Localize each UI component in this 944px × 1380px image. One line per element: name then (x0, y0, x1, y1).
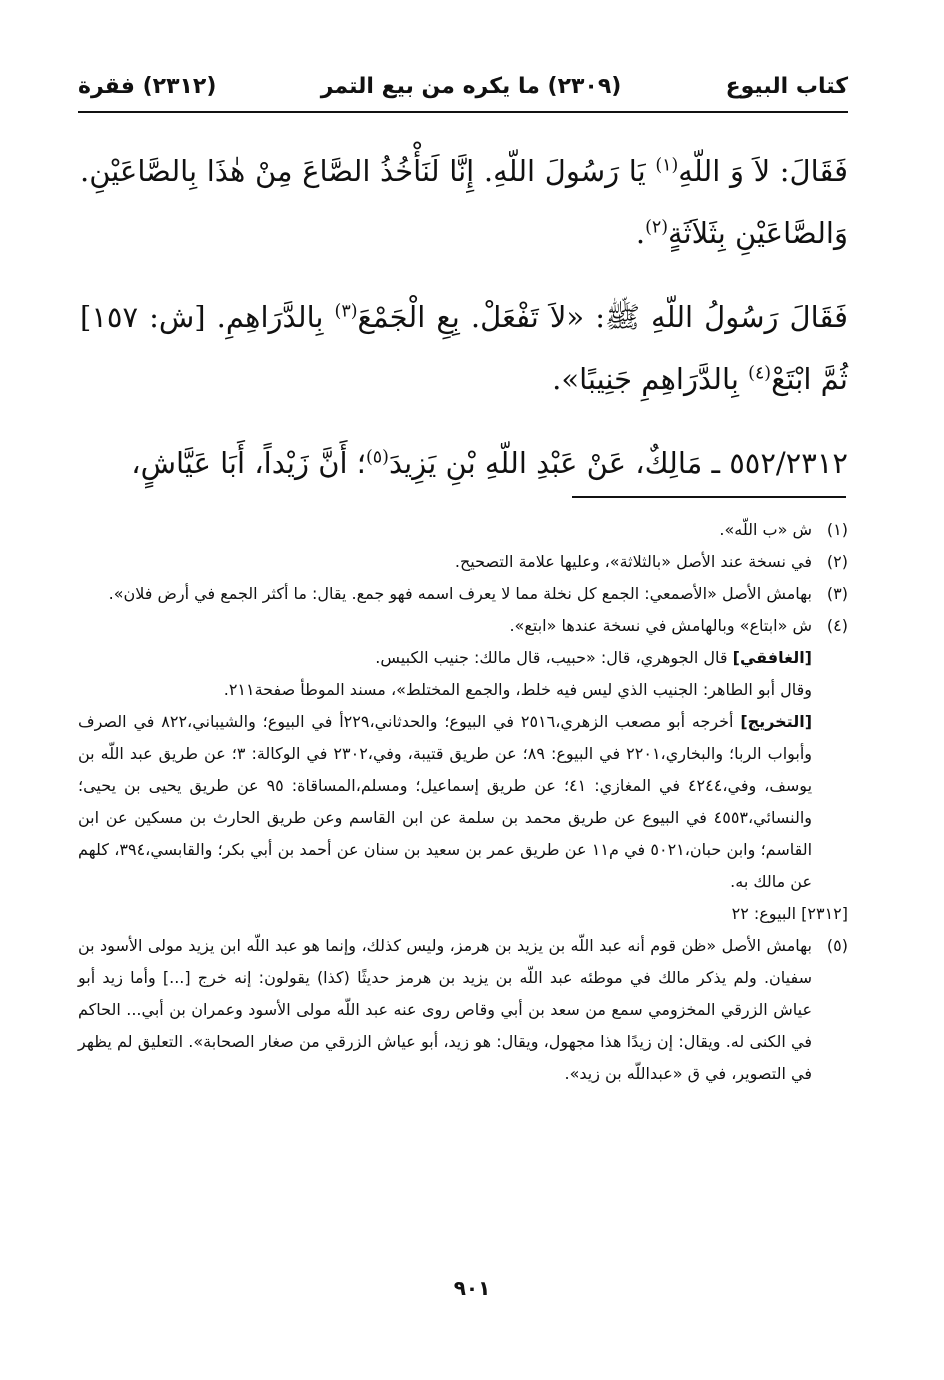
header-divider (78, 111, 848, 113)
running-header (78, 66, 848, 106)
header-chapter-title: (٢٣٠٩) ما يكره من بيع التمر (320, 73, 622, 99)
footnote-1 (78, 514, 848, 546)
footnote-2 (78, 546, 848, 578)
footnote-number: (٤) (826, 616, 848, 635)
footnote-number: (٣) (826, 584, 848, 603)
footnote-ref-2[interactable]: (٢) (645, 217, 669, 238)
footnote-ref-3[interactable]: (٣) (334, 301, 358, 322)
ghafiqi-tag: [الغافقي] (732, 648, 812, 667)
cross-reference: [٢٣١٢] البيوع: ٢٢ (731, 904, 848, 923)
footnote-text: ش «ب اللّه». (719, 520, 812, 539)
footnote-text: بهامش الأصل «ظن قوم أنه عبد اللّه بن يزيد بن هرمز، وليس كذلك، وإنما هو عبد اللّه ابن يزيد مولى الأسود بن سفيان. ولم يذكر مالك في موطئه عبد اللّه بن يزيد بن هرمز حديثًا (كذا) يقولون: إنه خرج [...] وأما زيد أبو عياش الزرقي المخزومي سمع من سعد بن أبي وقاص روى عنه عبد اللّه مولى الأسود وعمران بن أبي... الحاكم في الكنى له. ويقال: إن زيدًا هذا مجهول، ويقال: هو زيد، أبو عياش الزرقي من صغار الصحابة». التعليق لم يظهر في التصوير، في ق «عبداللّه بن زيد». (78, 936, 812, 1083)
footnote-text: بهامش الأصل «الأصمعي: الجمع كل نخلة مما لا يعرف اسمه فهو جمع. يقال: ما أكثر الجمع في أرض فلان». (108, 584, 812, 603)
footnote-divider (572, 496, 846, 498)
page-number: ٩٠١ (453, 1276, 491, 1300)
header-book-title: كتاب البيوع (725, 73, 848, 99)
footnote-number: (٢) (826, 552, 848, 571)
footnotes (78, 514, 848, 1090)
footnote-4-takhrij: [التخريج] أخرجه أبو مصعب الزهري،٢٥١٦ في البيوع؛ والحدثاني،٢٢٩أ في البيوع؛ والشيباني،٨٢٢ في الصرف وأبواب الربا؛ والبخاري،٢٢٠١ في البيوع: ٨٩؛ عن طريق قتيبة، وفي،٢٣٠٢ في الوكالة: ٣؛ عن طريق عبد اللّه بن يوسف، وفي،٤٢٤٤ في المغازي: ٤١؛ عن طريق إسماعيل؛ ومسلم،المساقاة: ٩٥ عن طريق يحيى بن يحيى؛ والنسائي،٤٥٥٣ في البيوع عن طريق محمد بن سلمة عن ابن القاسم وعن طريق الحارث بن مسكين عن ابن القاسم؛ وابن حبان،٥٠٢١ في م١١ عن طريق عمر بن سعيد بن سنان عن أحمد بن أبي بكر؛ والقابسي،٣٩٤، كلهم عن مالك به. (78, 712, 813, 891)
takhrij-tag: [التخريج] (740, 712, 813, 731)
footnote-text: ش «ابتاع» وبالهامش في نسخة عندها «ابتع». (509, 616, 812, 635)
footnote-ref-5[interactable]: (٥) (366, 447, 389, 468)
main-text (80, 140, 848, 494)
footnote-ref-4[interactable]: (٤) (748, 363, 772, 384)
header-paragraph-number: (٢٣١٢) فقرة (78, 73, 217, 99)
main-paragraph-1: فَقَالَ: لاَ وَ اللّهِ$^{(١)}$ يَا رَسُولَ اللّهِ. إِنَّا لَنَأْخُذُ الصَّاعَ مِنْ هٰذَا بِالصَّاعَيْنِ. وَالصَّاعَيْنِ بِثَلاَثَةٍ$^{(٢)}$. (80, 154, 848, 250)
footnote-3 (78, 578, 848, 610)
main-paragraph-2: فَقَالَ رَسُولُ اللّهِ ﷺ: «لاَ تَفْعَلْ. بِعِ الْجَمْعَ$^{(٣)}$ بِالدَّرَاهِمِ. [ش: ١٥٧] ثُمَّ ابْتَعْ$^{(٤)}$ بِالدَّرَاهِمِ جَنِيبًا». (80, 300, 848, 396)
footnote-4 (78, 610, 848, 642)
footnote-text: في نسخة عند الأصل «بالثلاثة»، وعليها علامة التصحيح. (454, 552, 812, 571)
footnote-number: (٥) (826, 936, 848, 955)
footnote-5 (78, 930, 848, 1090)
footnote-4-abu-tahir: وقال أبو الطاهر: الجنيب الذي ليس فيه خلط، والجمع المختلط»، مسند الموطأ صفحة٢١١. (223, 680, 812, 699)
main-paragraph-3: ٥٥٢/٢٣١٢ ـ مَالِكٌ، عَنْ عَبْدِ اللّهِ بْنِ يَزِيدَ$^{(٥)}$؛ أَنَّ زَيْداً، أَبَا عَيَّاشٍ، (131, 446, 848, 480)
footnote-ref-1[interactable]: (١) (655, 155, 679, 176)
footnote-number: (١) (826, 520, 848, 539)
footnote-4-ghafiqi: [الغافقي] قال الجوهري، قال: «حبيب، قال مالك: جنيب الكبيس. (375, 648, 812, 667)
